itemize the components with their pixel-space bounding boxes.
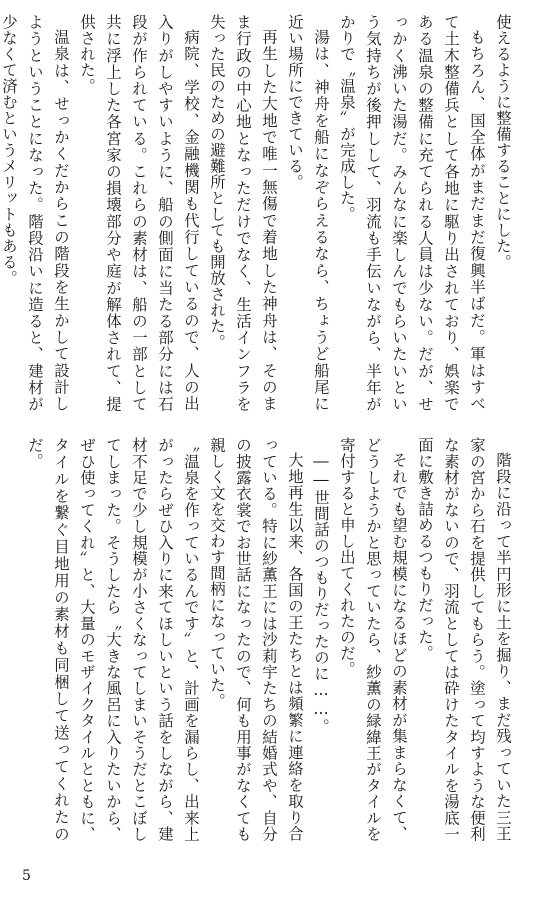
paragraph: ――世間話のつもりだったのに……。 [312,452,330,735]
paragraph: もちろん、国全体がまだまだ復興半ばだ。軍はすべて土木整備兵として各地に駆り出されており、娯楽である温泉の整備に充てられる人員は少ない。だが、せっかく沸いた湯だ。みんなに楽しんでもらいたいという気持ちが後押しして、羽流も手伝いながら、半年がかりで〝温泉〟が完成した。 [338,14,486,412]
paragraph: 大地再生以来、各国の王たちとは頻繁に連絡を取り合っている。特に紗薫王には沙莉宇たちの結婚式や、自分の披露衣裳でお世話になったので、何も用事がなくても親しく文を交わす間柄になっていた。 [208,437,304,842]
paragraph: 病院、学校、金融機関も代行しているので、人の出入りがしやすいように、船の側面に当たる部分には石段が作られている。これらの素材は、船の一部として共に浮上した各宮家の損壊部分や庭が解体されて、提供された。 [78,14,200,412]
paragraph: 温泉は、せっかくだからこの階段を生かして設計しようということになった。階段沿いに造ると、建材が少なくて済むというメリットもある。 [0,14,70,412]
paragraph: 使えるように整備することにした。 [494,14,512,270]
text-block-upper [0,14,516,412]
page-number: 5 [22,868,31,884]
text-block-lower [22,437,516,842]
paragraph: 階段に沿って半円形に土を掘り、まだ残っていた三王家の宮から石を提供してもらう。塗って均すような便利な素材がないので、羽流としては砕けたタイルを湯底一面に敷き詰めるつもりだった。 [416,437,512,842]
paragraph: それでも望む規模になるほどの素材が集まらなくて、どうしようかと思っていたら、紗薫の緑緯王がタイルを寄付すると申し出てくれたのだ。 [338,437,408,842]
paragraph: 再生した大地で唯一無傷で着地した神舟は、そのまま行政の中心地となっただけでなく、生活インフラを失った民のための避難所としても開放された。 [208,14,278,412]
paragraph: 〝温泉を作っているんです〟と、計画を漏らし、出来上がったらぜひ入りに来てほしいという話をしながら、建材不足で少し規模が小さくなってしまいそうだとこぼしてしまった。そうしたら〝大きな風呂に入りたいから、ぜひ使ってくれ〟と、大量のモザイクタイルとともに、タイルを繋ぐ目地用の素材も同梱して送ってくれたのだ。 [26,437,200,842]
paragraph: 湯は、神舟を船になぞらえるなら、ちょうど船尾に近い場所にできている。 [286,14,330,412]
